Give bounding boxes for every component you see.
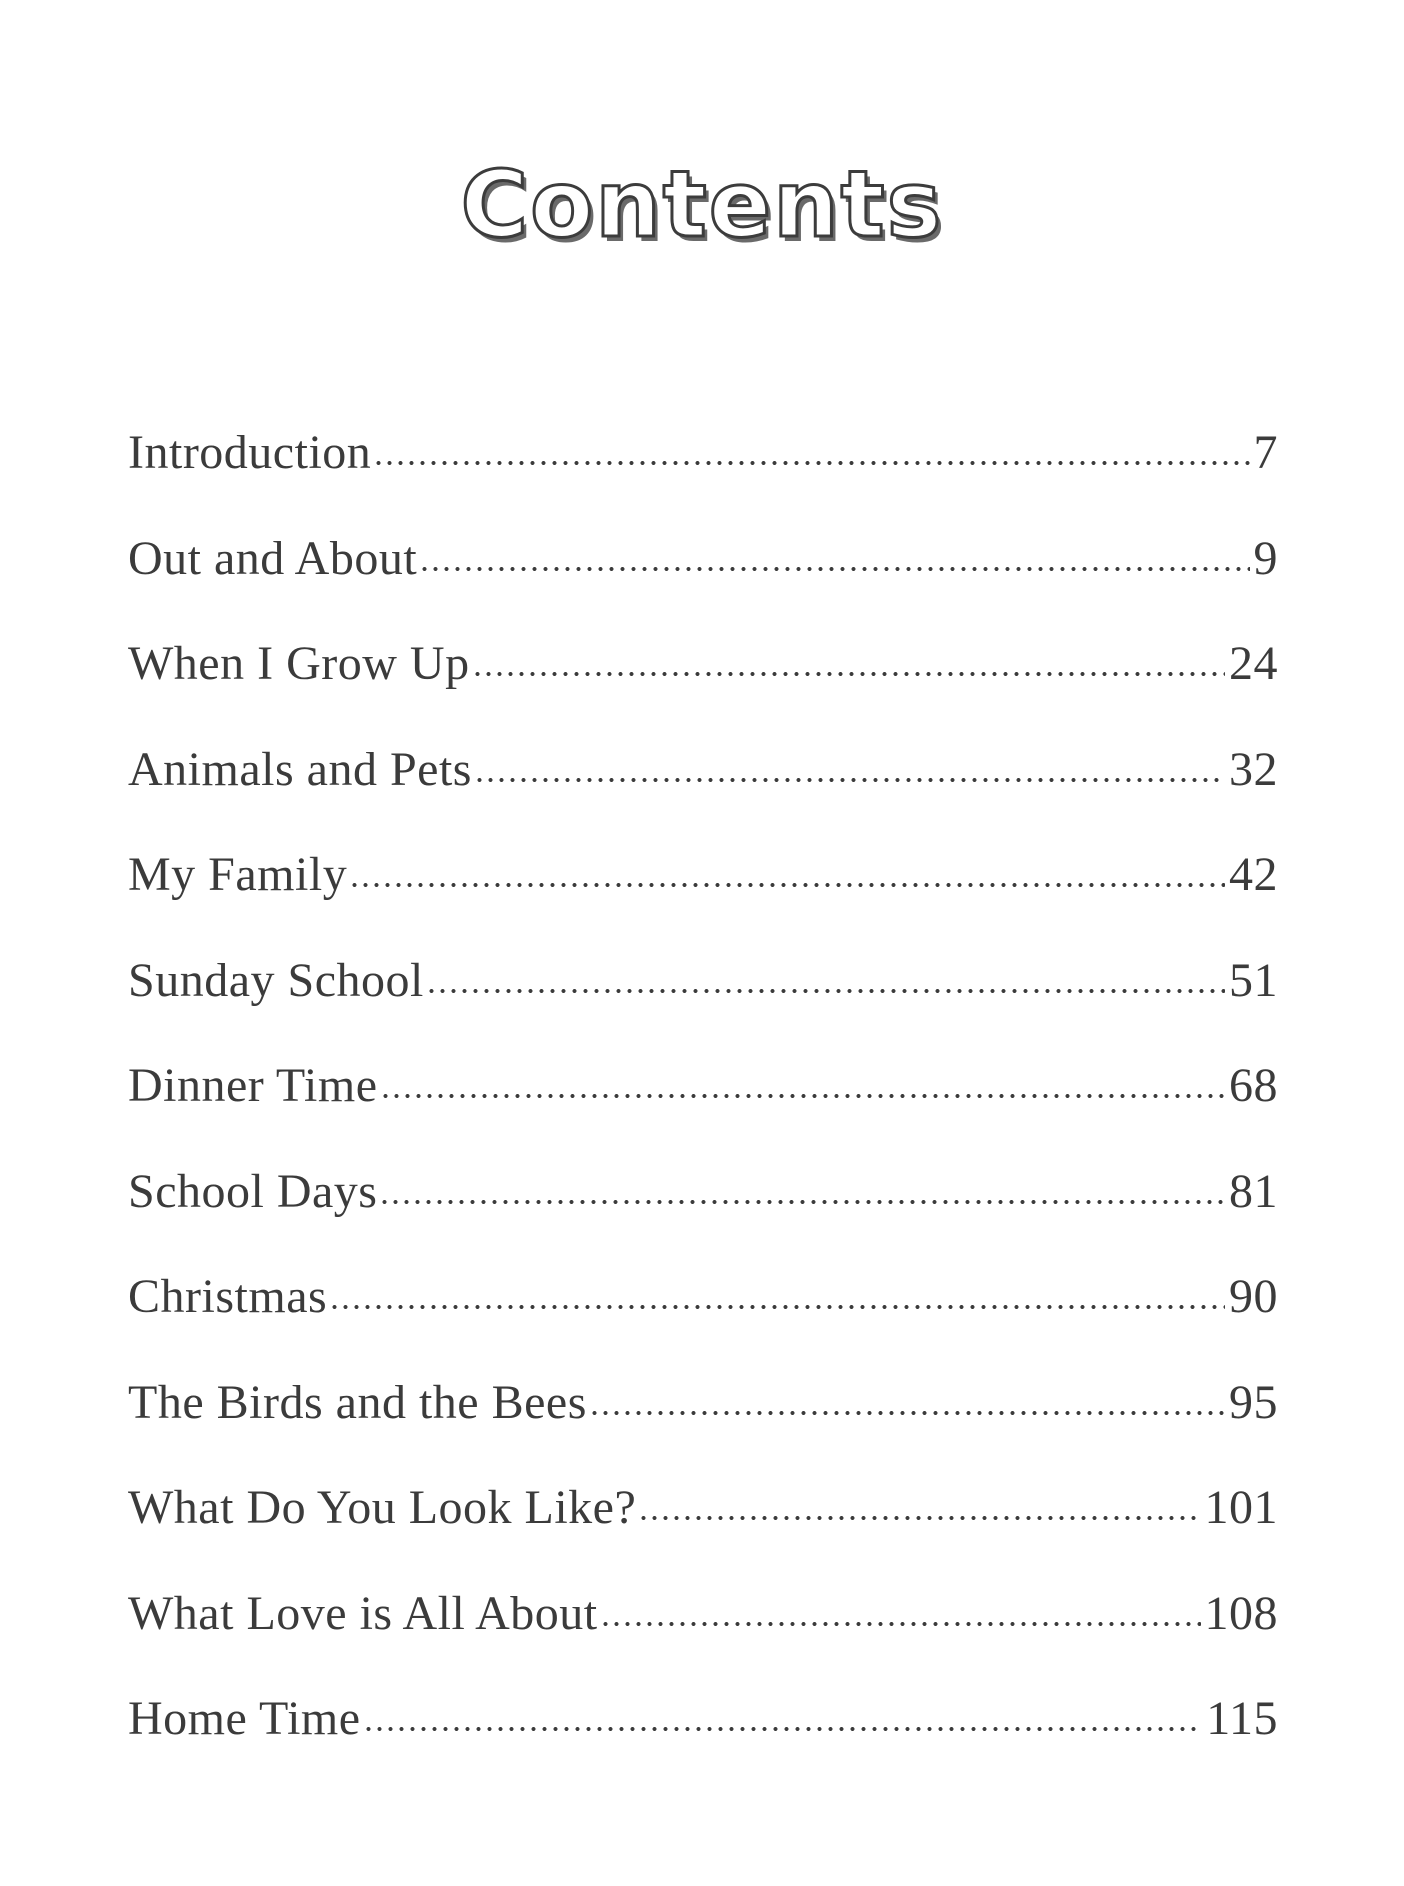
toc-entry-title: Animals and Pets [128,742,472,796]
toc-entry-page: 101 [1204,1481,1278,1534]
dot-leader [426,988,1225,994]
dot-leader [349,882,1225,888]
toc-entry-page: 95 [1229,1375,1278,1429]
toc-entry-title: When I Grow Up [128,637,470,690]
toc-entry [128,531,1278,637]
dot-leader [474,777,1225,783]
toc-entry-title: Out and About [128,531,418,585]
toc-entry-page: 9 [1253,531,1278,585]
toc-entry [128,636,1278,742]
dot-leader [638,1515,1200,1521]
dot-leader [380,1093,1225,1099]
toc-entry [128,1375,1278,1481]
toc-entry-title: Sunday School [128,953,424,1007]
toc-entry-title: Christmas [128,1270,328,1323]
toc-entry-page: 42 [1229,848,1278,901]
page-title: Contents [460,151,944,258]
table-of-contents [128,425,1278,1797]
dot-leader [472,671,1225,677]
toc-entry-title: Dinner Time [128,1059,378,1112]
toc-entry-title: My Family [128,848,348,901]
dot-leader [589,1410,1225,1416]
dot-leader [329,1304,1225,1310]
toc-entry [128,1691,1278,1797]
toc-entry [128,1058,1278,1164]
toc-entry-page: 32 [1229,742,1278,796]
toc-entry-page: 108 [1204,1586,1278,1640]
toc-entry-page: 115 [1206,1692,1278,1745]
toc-entry [128,1586,1278,1692]
toc-entry-page: 7 [1253,426,1278,479]
toc-entry-page: 51 [1229,953,1278,1007]
dot-leader [363,1726,1203,1732]
dot-leader [373,460,1249,466]
toc-entry [128,1269,1278,1375]
toc-entry-title: What Do You Look Like? [128,1481,637,1534]
toc-entry-page: 81 [1229,1164,1278,1218]
toc-entry-title: Introduction [128,426,372,479]
toc-entry [128,953,1278,1059]
toc-entry [128,1164,1278,1270]
toc-entry [128,847,1278,953]
dot-leader [379,1199,1225,1205]
toc-entry [128,742,1278,848]
dot-leader [600,1621,1201,1627]
toc-entry-title: School Days [128,1164,378,1218]
toc-entry-page: 24 [1229,637,1278,690]
toc-entry [128,1480,1278,1586]
dot-leader [419,566,1249,572]
toc-entry-title: What Love is All About [128,1586,598,1640]
toc-entry [128,425,1278,531]
toc-entry-page: 68 [1229,1059,1278,1112]
toc-entry-title: The Birds and the Bees [128,1375,587,1429]
toc-entry-title: Home Time [128,1692,361,1745]
toc-entry-page: 90 [1229,1270,1278,1323]
title-area [0,150,1404,260]
